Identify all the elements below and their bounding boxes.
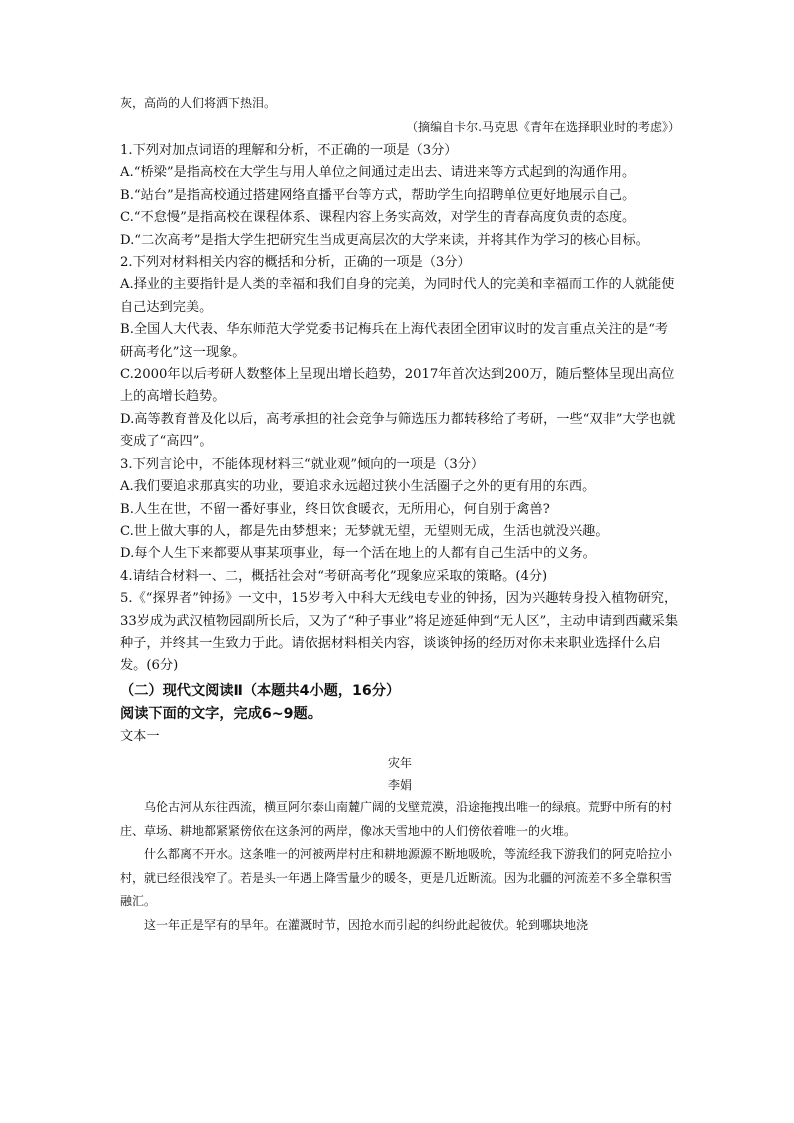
option-a: A.择业的主要指针是人类的幸福和我们自身的完美，为同时代人的完美和幸福而工作的人就能使自己达到完美。: [120, 277, 675, 315]
option-b: B.“站台”是指高校通过搭建网络直播平台等方式，帮助学生向招聘单位更好地展示自己。: [120, 187, 636, 203]
question-1: [120, 140, 680, 252]
passage-title: 灾年: [387, 756, 412, 771]
option-d: D.每个人生下来都要从事某项事业，每一个活在地上的人都有自己生活中的义务。: [120, 546, 596, 562]
passage-paragraph: 乌伦古河从东往西流，横亘阿尔泰山南麓广阔的戈壁荒漠，沿途拖拽出唯一的绿痕。荒野中所有的村庄、草场、耕地都紧紧傍依在这条河的两岸，像冰天雪地中的人们傍依着唯一的火堆。: [120, 800, 673, 838]
passage-paragraph: 什么都离不开水。这条唯一的河被两岸村庄和耕地源源不断地吸吮，等流经我下游我们的阿克哈拉小村，就已经很浅窄了。若是头一年遇上降雪量少的暖冬，更是几近断流。因为北疆的河流差不多全靠积雪融汇。: [120, 847, 673, 909]
passage-tail-line: 灰，高尚的人们将洒下热泪。: [120, 96, 277, 110]
question-5: 5.《“探界者”钟扬》一文中，15岁考入中科大无线电专业的钟扬，因为兴趣转身投入植物研究，33岁成为武汉植物园副所长后，又为了“种子事业”将足迹延伸到“无人区”，主动申请到西藏采集种子，并终其一生致力于此。请依据材料相关内容，谈谈钟扬的经历对你未来职业选择什么启发。(6分): [120, 591, 679, 674]
question-stem: 2.下列对材料相关内容的概括和分析，正确的一项是（3分）: [120, 255, 471, 271]
question-3: [120, 454, 680, 566]
option-d: D.高等教育普及化以后，高考承担的社会竞争与筛选压力都转移给了考研，一些“双非”大学也就变成了“高四”。: [120, 411, 676, 450]
option-a: A.“桥梁”是指高校在大学生与用人单位之间通过走出去、请进来等方式起到的沟通作用。: [120, 165, 636, 181]
question-stem: 1.下列对加点词语的理解和分析，不正确的一项是（3分）: [120, 143, 458, 158]
text-label: 文本一: [120, 728, 160, 744]
option-c: C.世上做大事的人，都是先由梦想来；无梦就无望，无望则无成，生活也就没兴趣。: [120, 523, 609, 539]
source-citation: （摘编自卡尔.马克思《青年在选择职业时的考虑》）: [406, 120, 680, 134]
question-4: 4.请结合材料一、二，概括社会对“考研高考化”现象应采取的策略。(4分): [120, 568, 548, 584]
section-heading: （二）现代文阅读Ⅱ（本题共4小题，16分）: [120, 682, 401, 699]
passage-paragraph: 这一年正是罕有的旱年。在灌溉时节，因抢水而引起的纠纷此起彼伏。轮到哪块地浇: [144, 917, 589, 932]
question-2: [120, 252, 680, 454]
reading-instruction: 阅读下面的文字，完成6~9题。: [120, 705, 322, 722]
option-c: C.“不怠慢”是指高校在课程体系、课程内容上务实高效，对学生的青春高度负责的态度。: [120, 210, 636, 226]
option-d: D.“二次高考”是指大学生把研究生当成更高层次的大学来读，并将其作为学习的核心目标。: [120, 232, 649, 248]
option-a: A.我们要追求那真实的功业，要追求永远超过狭小生活圈子之外的更有用的东西。: [120, 479, 596, 495]
option-b: B.全国人大代表、华东师范大学党委书记梅兵在上海代表团全团审议时的发言重点关注的是“考研高考化”这一现象。: [120, 322, 669, 360]
option-c: C.2000年以后考研人数整体上呈现出增长趋势，2017年首次达到200万，随后整体呈现出高位上的高增长趋势。: [120, 367, 675, 405]
passage-author: 李娟: [387, 778, 412, 793]
question-stem: 3.下列言论中，不能体现材料三“就业观”倾向的一项是（3分）: [120, 456, 485, 472]
option-b: B.人生在世，不留一番好事业，终日饮食暖衣，无所用心，何自别于禽兽?: [120, 501, 550, 517]
